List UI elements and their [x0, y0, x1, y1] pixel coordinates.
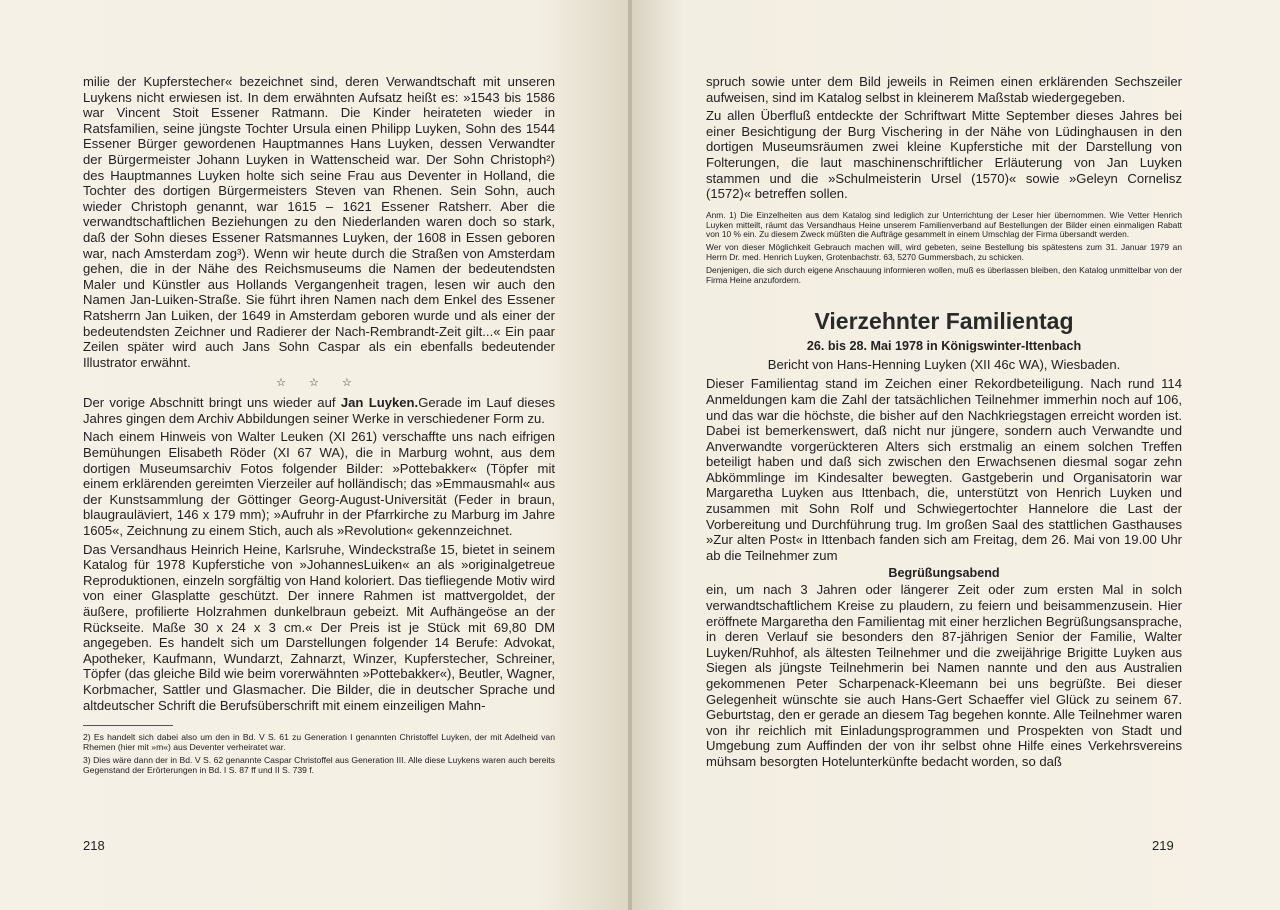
footnote-2: 2) Es handelt sich dabei also um den in Bd. V S. 61 zu Generation I genannten Christoffel Luyken, der mit Adelheid van Rhemen (hier mit »m«) aus Deventer verheiratet war. [83, 732, 555, 753]
section-date: 26. bis 28. Mai 1978 in Königswinter-Ittenbach [806, 339, 1082, 354]
section-title: Vierzehnter Familientag [814, 308, 1074, 335]
right-paragraph-1: spruch sowie unter dem Bild jeweils in Reimen einen erklärenden Sechszeiler aufweisen, sind im Katalog selbst in kleinerem Maßstab wiedergegeben. [706, 74, 1182, 105]
footnote-3: 3) Dies wäre dann der in Bd. V S. 62 genannte Caspar Christoffel aus Generation III. Alle diese Luykens waren auch bereits Gegenstand der Erörterungen in Bd. I S. 87 ff und II S. 739 f. [83, 755, 555, 776]
left-paragraph-2-post: Gerade im Lauf dieses Jahres gingen dem Archiv Abbildungen seiner Werke in verschiedener Form zu. [83, 395, 555, 426]
right-paragraph-2: Zu allen Überfluß entdeckte der Schriftwart Mitte September dieses Jahres bei einer Besichtigung der Burg Vischering in der Nähe von Lüdinghausen in den dortigen Museumsräumen zwei kleine Kupferstiche mit der Darstellung von Folterungen, die laut maschinenschriftlicher Erläuterung von Jan Luyken stammen und die »Schulmeisterin Ursel (1570)« sowie »Geleyn Cornelisz (1572)« betreffen sollen. [706, 108, 1182, 202]
left-paragraph-2 [83, 395, 555, 426]
left-paragraph-3: Nach einem Hinweis von Walter Leuken (XI 261) verschaffte uns nach eifrigen Bemühungen Elisabeth Röder (XI 67 WA), die in Marburg wohnt, aus dem dortigen Museumsarchiv Fotos folgender Bilder: »Pottebakker« (Töpfer mit einem erklärenden gereimten Vierzeiler auf holländisch; das »Emmausmahl« aus der Kunstsammlung der Göttinger Georg-August-Universität (Feder in braun, blaugrauläviert, 146 x 179 mm); »Aufruhr in der Pfarrkirche zu Marburg im Jahre 1605«, Zeichnung zu einem Stich, auch als »Revolution« gekennzeichnet. [83, 429, 555, 539]
left-text-column [83, 74, 555, 778]
left-paragraph-2-pre: Der vorige Abschnitt bringt uns wieder auf [83, 395, 341, 411]
section-author: Bericht von Hans-Henning Luyken (XII 46c WA), Wiesbaden. [767, 357, 1121, 373]
catalog-note-1: Anm. 1) Die Einzelheiten aus dem Katalog sind lediglich zur Unterrichtung der Leser hier übernommen. Wie Vetter Henrich Luyken mitteilt, räumt das Versandhaus Heine unserem Familienverband auf Bestellungen der Bilder einen einmaligen Rabatt von 10 % ein. Zu diesem Zweck müßten die Aufträge gesammelt in einem Umschlag der Firma übersandt werden. [706, 209, 1182, 240]
right-paragraph-4: ein, um nach 3 Jahren oder längerer Zeit oder zum ersten Mal in solch verwandtschaftlichem Kreise zu plaudern, zu feiern und beisammenzusein. Hier eröffnete Margaretha den Familientag mit einer herzlichen Begrüßungsansprache, in deren Verlauf sie besonders den 87-jährigen Senior der Familie, Walter Luyken/Ruhhof, als ältesten Teilnehmer und die zweijährige Brigitte Luyken aus Siegen als jüngste Teilnehmerin bei Namen nannte und den aus Australien gekommenen Peter Scharpenack-Kleemann bei uns begrüßte. Bei dieser Gelegenheit wünschte sie auch Hans-Gert Schaeffer viel Glück zu seinem 67. Geburtstag, den er gerade an diesem Tag begehen konnte. Alle Teilnehmer waren von ihr reichlich mit Einladungsprogrammen und Prospekten von Stadt und Umgebung zum Auffinden der von ihr selbst ohne Hilfe eines Verkehrsvereins mühsam besorgten Hotelunterkünfte bedacht worden, so daß [706, 582, 1182, 769]
left-paragraph-1: milie der Kupferstecher« bezeichnet sind, deren Verwandtschaft mit unseren Luykens nicht erwiesen ist. In dem erwähnten Aufsatz heißt es: »1543 bis 1586 war Vincent Stoit Essener Ratmann. Die Kinder heirateten wieder in Ratsfamilien, seine jüngste Tochter Ursula einen Philipp Luyken, Sohn des 1544 Essener Bürger gewordenen Hauptmannes Hans Luyken, dessen Verwandter der Bürgermeister Johann Luyken in Wattenscheid war. Der Sohn Christoph²) des Hauptmannes Luyken holte sich seine Frau aus Deventer in Holland, die Tochter des dortigen Bürgermeisters Steven van Rhenen. Sein Sohn, auch wieder Christoph genannt, war 1615 – 1621 Essener Ratsherr. Aber die verwandtschaftlichen Beziehungen zu den Niederlanden waren doch so stark, daß der Sohn dieses Essener Ratsmannes Luyken, der 1608 in Essen geboren war, nach Amsterdam zog³). Wenn wir heute durch die Straßen von Amsterdam gehen, die in der Nähe des Reichsmuseums die Namen der bedeutendsten Maler und Künstler aus Hollands Vergangenheit tragen, lesen wir auch den Namen Jan-Luiken-Straße. Sie führt ihren Namen nach dem Enkel des Essener Ratsherrn Jan Luiken, der 1649 in Amsterdam geboren wurde und als einer der bedeutendsten Zeichner und Radierer der Nach-Rembrandt-Zeit gilt...« Ein paar Zeilen später wird auch Jans Sohn Caspar als ein ebenfalls bedeutender Illustrator erwähnt. [83, 74, 555, 370]
right-paragraph-3: Dieser Familientag stand im Zeichen einer Rekordbeteiligung. Nach rund 114 Anmeldungen kam die Zahl der tatsächlichen Teilnehmer immerhin noch auf 106, und das war die höchste, die bisher auf den Nachkriegstagen erreicht worden ist. Dabei ist bemerkenswert, daß nicht nur jüngere, sondern auch Verwandte und Anverwandte vorgerückteren Alters sich erstmalig an einem solchen Treffen beteiligt haben und daß sich zwischen den Erwachsenen diesmal sogar zehn Abkömmlinge im Kindesalter bewegten. Gastgeberin und Organisatorin war Margaretha Luyken aus Ittenbach, die, unterstützt von Henrich Luyken und zusammen mit Sohn Rolf und Schwiegertochter Hannelore die Last der Vorbereitung und Durchführung trug. Im großen Saal des stattlichen Gasthauses »Zur alten Post« in Ittenbach fanden sich am Freitag, dem 26. Mai von 19.00 Uhr ab die Teilnehmer zum [706, 376, 1182, 563]
left-paragraph-4: Das Versandhaus Heinrich Heine, Karlsruhe, Windeckstraße 15, bietet in seinem Katalog für 1978 Kupferstiche von »JohannesLuiken« an als »originalgetreue Reproduktionen, einzeln sorgfältig von Hand koloriert. Das tiefliegende Motiv wird von einer Glasplatte geschützt. Der innere Rahmen ist mattvergoldet, der äußere, profilierte Holzrahmen dunkelbraun gebeizt. Mit Aufhängeöse an der Rückseite. Maße 30 x 24 x 3 cm.« Der Preis ist je Stück mit 69,80 DM angegeben. Es handelt sich um Darstellungen folgender 14 Berufe: Advokat, Apotheker, Kaufmann, Wundarzt, Zahnarzt, Winzer, Kupferstecher, Schreiner, Töpfer (das gleiche Bild wie beim vorerwähnten »Pottebakker«), Beutler, Wagner, Korbmacher, Sattler und Glasmacher. Die Bilder, die in deutscher Sprache und altdeutscher Schrift die Berufsüberschrift mit einem einzeiligen Mahn- [83, 541, 555, 713]
page-number-left: 218 [83, 838, 105, 853]
catalog-note-3: Denjenigen, die sich durch eigene Anschauung informieren wollen, muß es überlassen bleiben, den Katalog unmittelbar von der Firma Heine anzufordern. [706, 264, 1182, 285]
footnote-rule [83, 725, 173, 726]
section-divider-stars: ☆ ☆ ☆ [276, 377, 362, 390]
subheading-begruessungsabend: Begrüßungsabend [888, 566, 1000, 581]
left-page [0, 0, 632, 910]
right-page [632, 0, 1280, 910]
jan-luyken-bold: Jan Luyken. [340, 395, 419, 411]
catalog-note-2: Wer von dieser Möglichkeit Gebrauch machen will, wird gebeten, seine Bestellung bis spätestens zum 31. Januar 1979 an Herrn Dr. med. Henrich Luyken, Grotenbachstr. 63, 5270 Gummersbach, zu schicken. [706, 242, 1182, 262]
page-number-right: 219 [1152, 838, 1174, 853]
right-text-column [706, 74, 1182, 773]
